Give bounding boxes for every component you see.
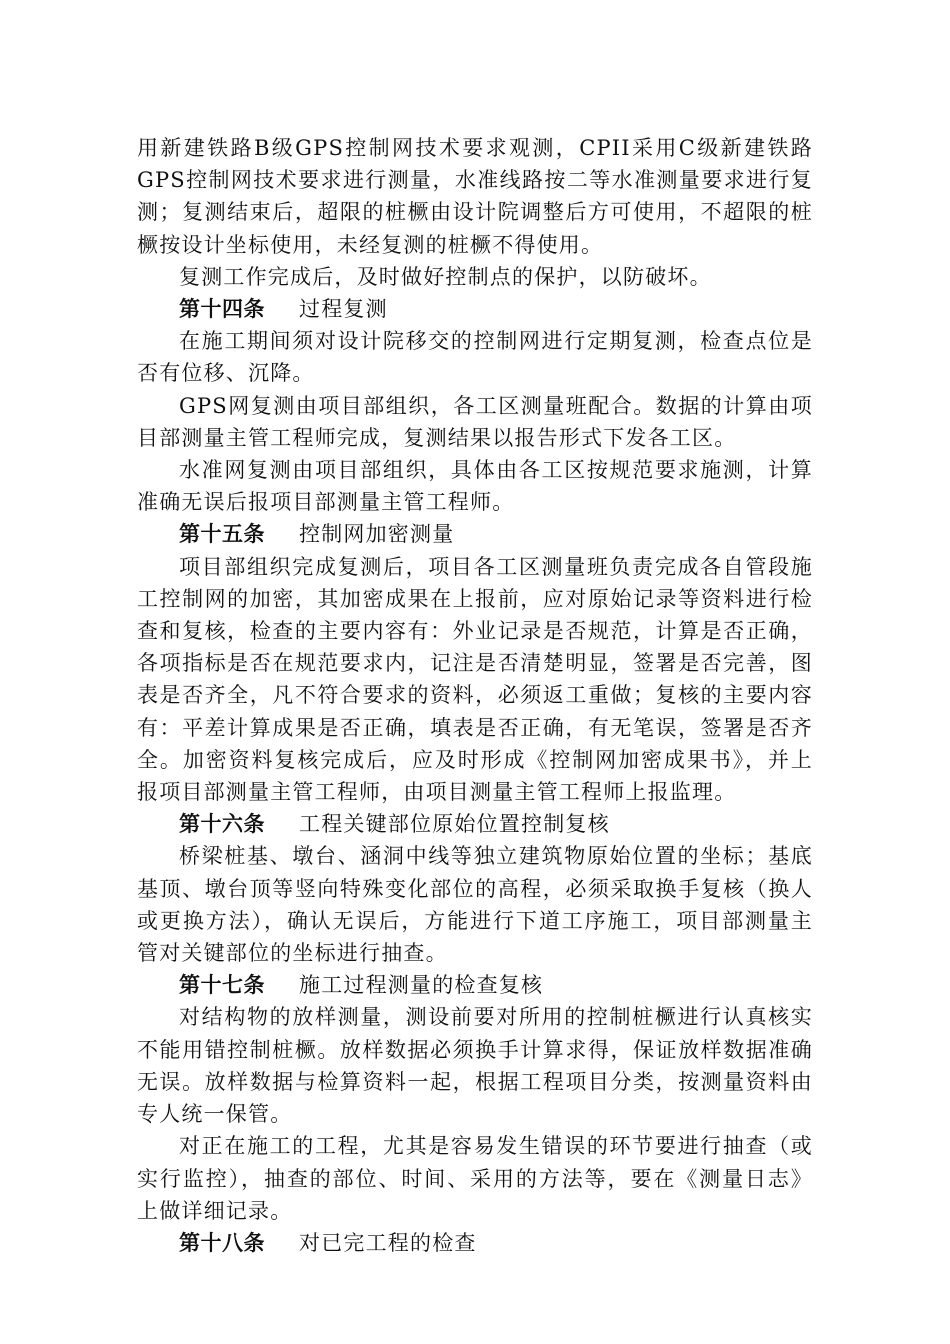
document-body (137, 132, 813, 1259)
article-title: 施工过程测量的检查复核 (299, 973, 544, 998)
article-number: 第十七条 (179, 973, 265, 998)
article-heading (137, 518, 813, 550)
paragraph: 对结构物的放样测量，测设前要对所用的控制桩橛进行认真核实不能用错控制桩橛。放样数据必须换手计算求得，保证放样数据准确无误。放样数据与检算资料一起，根据工程项目分类，按测量资料由专人统一保管。 (137, 1005, 813, 1127)
article-number: 第十八条 (179, 1230, 265, 1255)
article-heading (137, 808, 813, 840)
paragraph: GPS网复测由项目部组织，各工区测量班配合。数据的计算由项目部测量主管工程师完成，复测结果以报告形式下发各工区。 (137, 393, 813, 450)
paragraph: 桥梁桩基、墩台、涵洞中线等独立建筑物原始位置的坐标；基底基顶、墩台顶等竖向特殊变化部位的高程，必须采取换手复核（换人或更换方法），确认无误后，方能进行下道工序施工，项目部测量主管对关键部位的坐标进行抽查。 (137, 844, 813, 966)
article-number: 第十五条 (179, 522, 265, 547)
article-title: 控制网加密测量 (299, 522, 455, 547)
article-heading (137, 293, 813, 325)
article-number: 第十四条 (179, 297, 265, 322)
paragraph: 复测工作完成后，及时做好控制点的保护，以防破坏。 (179, 264, 712, 289)
article-title: 对已完工程的检查 (299, 1230, 477, 1255)
paragraph: 项目部组织完成复测后，项目各工区测量班负责完成各自管段施工控制网的加密，其加密成果在上报前，应对原始记录等资料进行检查和复核，检查的主要内容有：外业记录是否规范，计算是否正确，各项指标是否在规范要求内，记注是否清楚明显，签署是否完善，图表是否齐全，凡不符合要求的资料，必须返工重做；复核的主要内容有：平差计算成果是否正确，填表是否正确，有无笔误，签署是否齐全。加密资料复核完成后，应及时形成《控制网加密成果书》，并上报项目部测量主管工程师，由项目测量主管工程师上报监理。 (137, 554, 813, 805)
paragraph: 水准网复测由项目部组织，具体由各工区按规范要求施测，计算准确无误后报项目部测量主管工程师。 (137, 458, 813, 515)
paragraph: 对正在施工的工程，尤其是容易发生错误的环节要进行抽查（或实行监控），抽查的部位、时间、采用的方法等，要在《测量日志》上做详细记录。 (137, 1134, 813, 1223)
article-heading (137, 1227, 813, 1259)
paragraph: 用新建铁路B级GPS控制网技术要求观测，CPII采用C级新建铁路GPS控制网技术要求进行测量，水准线路按二等水准测量要求进行复测；复测结束后，超限的桩橛由设计院调整后方可使用，不超限的桩橛按设计坐标使用，未经复测的桩橛不得使用。 (137, 136, 813, 257)
article-number: 第十六条 (179, 812, 265, 837)
paragraph: 在施工期间须对设计院移交的控制网进行定期复测，检查点位是否有位移、沉降。 (137, 329, 813, 386)
article-title: 工程关键部位原始位置控制复核 (299, 812, 610, 837)
article-title: 过程复测 (299, 297, 388, 322)
article-heading (137, 969, 813, 1001)
